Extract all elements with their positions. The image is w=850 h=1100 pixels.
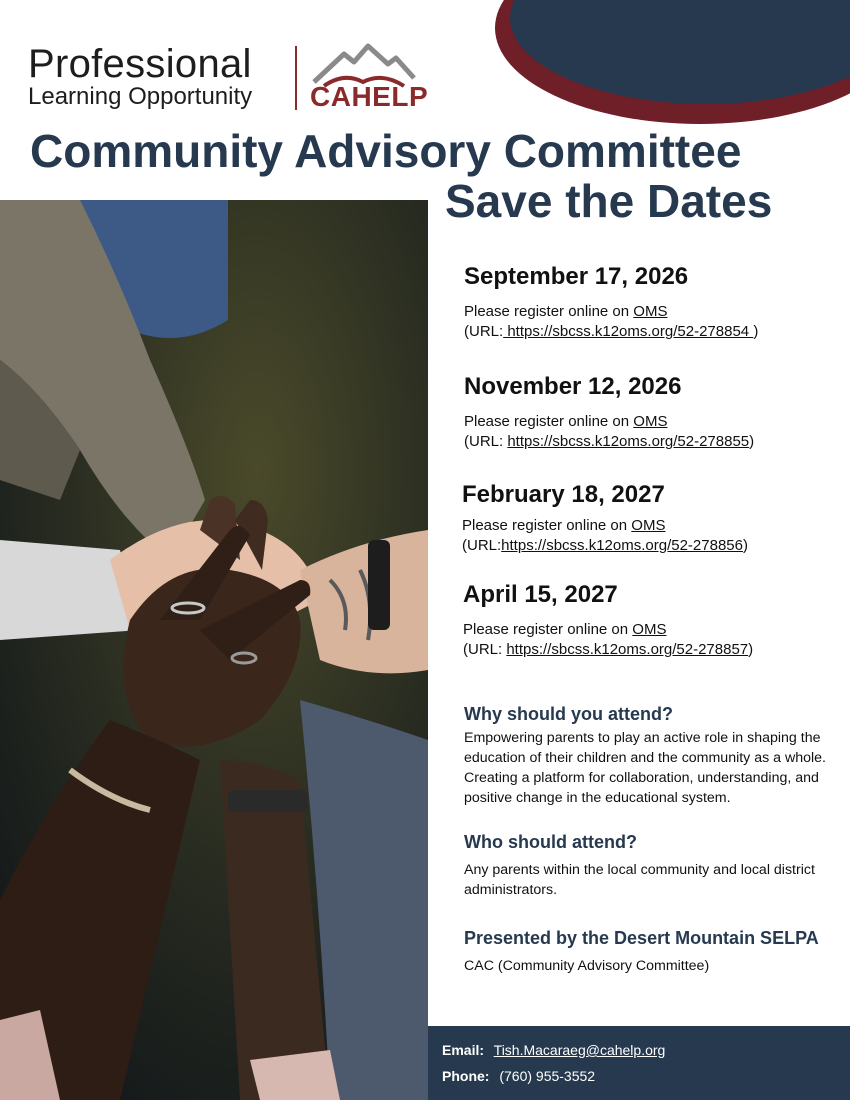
- section-body: Empowering parents to play an active role in shaping the education of their children and the community as a whole. Creating a platform for collaboration, understanding, and positive change in the educational system.: [464, 730, 826, 806]
- register-text: [462, 516, 842, 536]
- oms-link[interactable]: OMS: [633, 303, 668, 320]
- phone-row: [442, 1066, 595, 1086]
- register-prefix: Please register online on: [464, 303, 634, 320]
- register-prefix: Please register online on: [462, 517, 632, 534]
- logo-brand: CAHELP: [310, 81, 429, 112]
- section-body: Any parents within the local community and local district administrators.: [464, 862, 815, 898]
- url-suffix: ): [748, 641, 754, 658]
- oms-link[interactable]: OMS: [633, 413, 668, 430]
- url-prefix: (URL:: [464, 433, 508, 450]
- phone-label: Phone:: [442, 1068, 490, 1084]
- page-subtitle: Save the Dates: [445, 175, 773, 227]
- section-heading: Who should attend?: [464, 832, 637, 852]
- event-date: November 12, 2026: [464, 373, 682, 400]
- register-prefix: Please register online on: [464, 413, 634, 430]
- url-suffix: ): [749, 433, 755, 450]
- registration-url-link[interactable]: https://sbcss.k12oms.org/52-278856: [501, 537, 743, 554]
- url-prefix: (URL:: [463, 641, 507, 658]
- logo-line-learning-opportunity: Learning Opportunity: [28, 83, 253, 110]
- date-entry: [464, 262, 844, 342]
- url-prefix: (URL:: [462, 537, 502, 554]
- presenter-section: [464, 926, 849, 976]
- stacked-hands-photo: [0, 200, 428, 1100]
- registration-url-link[interactable]: https://sbcss.k12oms.org/52-278854: [503, 323, 754, 340]
- registration-url-link[interactable]: https://sbcss.k12oms.org/52-278857: [506, 641, 749, 658]
- oms-link[interactable]: OMS: [632, 621, 667, 638]
- date-entry: [462, 480, 842, 556]
- section-body: CAC (Community Advisory Committee): [464, 958, 710, 974]
- logo-line-professional: Professional: [28, 42, 252, 86]
- logo: [28, 42, 428, 114]
- register-text: [464, 302, 844, 322]
- section-heading: Why should you attend?: [464, 704, 673, 724]
- event-date: September 17, 2026: [464, 263, 689, 290]
- url-line: [464, 432, 844, 452]
- date-entry: [464, 372, 844, 452]
- url-suffix: ): [753, 323, 759, 340]
- logo-divider: [295, 46, 297, 110]
- url-suffix: ): [742, 537, 748, 554]
- who-attend-section: [464, 830, 849, 900]
- page-title: Community Advisory Committee: [30, 125, 742, 177]
- register-text: [463, 620, 843, 640]
- registration-url-link[interactable]: https://sbcss.k12oms.org/52-278855: [507, 433, 750, 450]
- section-heading: Presented by the Desert Mountain SELPA: [464, 928, 819, 948]
- url-line: [464, 322, 844, 342]
- url-line: [462, 536, 842, 556]
- why-attend-section: [464, 702, 849, 808]
- email-label: Email:: [442, 1042, 485, 1058]
- event-date: April 15, 2027: [463, 581, 618, 608]
- url-prefix: (URL:: [464, 323, 504, 340]
- event-date: February 18, 2027: [462, 481, 665, 508]
- oms-link[interactable]: OMS: [631, 517, 666, 534]
- register-text: [464, 412, 844, 432]
- email-link[interactable]: Tish.Macaraeg@cahelp.org: [493, 1042, 666, 1058]
- register-prefix: Please register online on: [463, 621, 633, 638]
- phone-number: (760) 955-3552: [499, 1068, 596, 1084]
- url-line: [463, 640, 843, 660]
- date-entry: [463, 580, 843, 660]
- contact-footer: [428, 1026, 850, 1100]
- email-row: [442, 1040, 665, 1060]
